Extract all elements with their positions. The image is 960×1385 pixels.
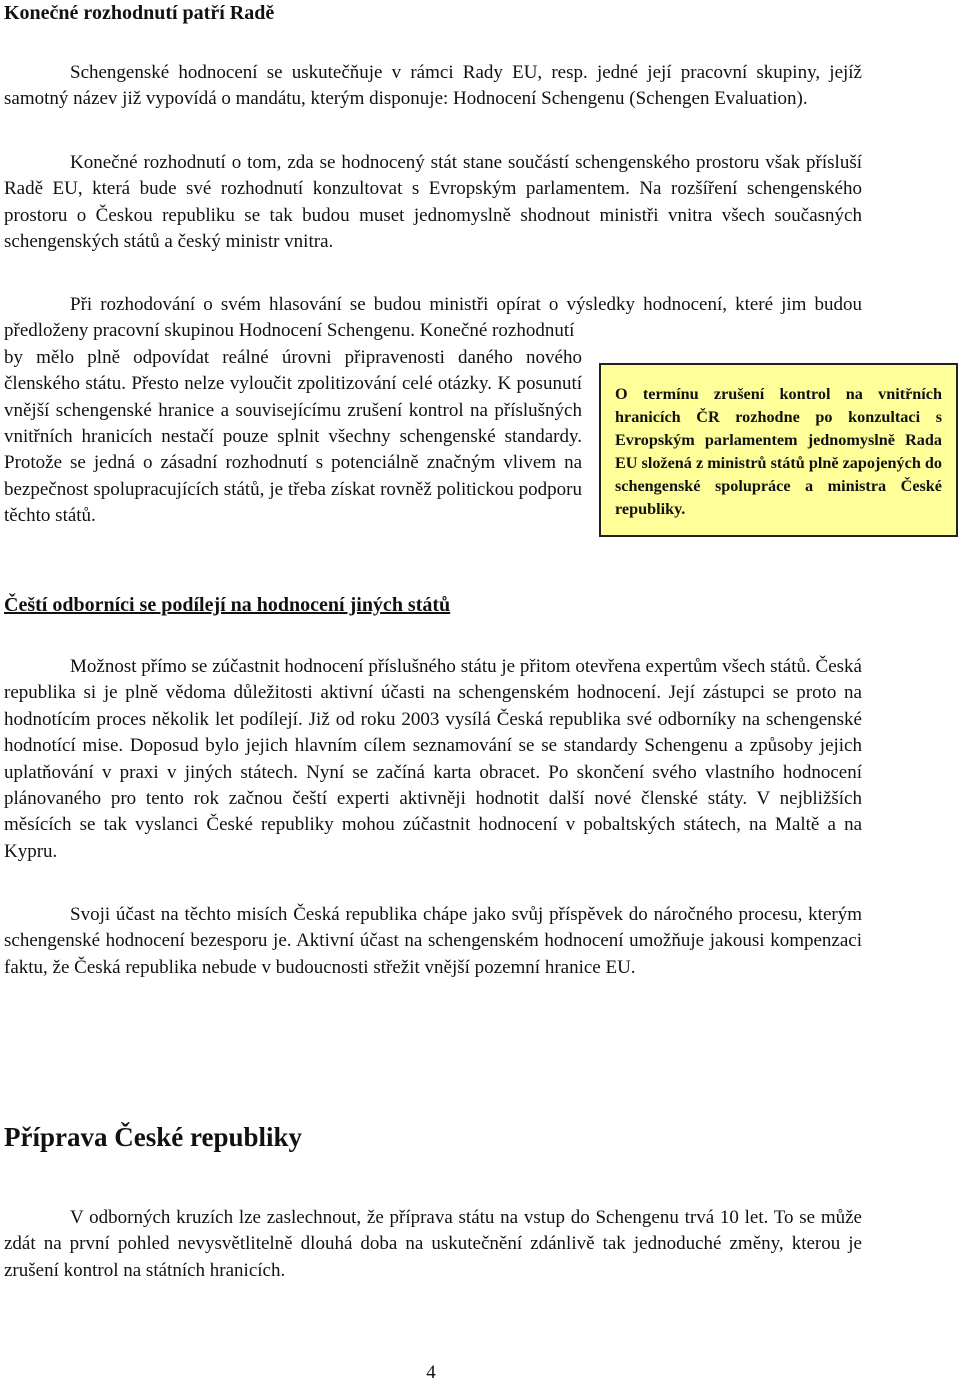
section-heading-czech-experts: Čeští odborníci se podílejí na hodnocení jiných států [4,594,451,616]
paragraph: V odborných kruzích lze zaslechnout, že příprava státu na vstup do Schengenu trvá 10 let. To se může zdát na první pohled nevysvětlitelně dlouhá doba na uskutečnění zdánlivě tak jednoduché změny, kterou je zrušení kontrol na státních hranicích. [4,1207,862,1281]
callout-box [599,363,958,537]
paragraph: Svoji účast na těchto misích Česká republika chápe jako svůj příspěvek do náročného procesu, kterým schengenské hodnocení bezesporu je. Aktivní účast na schengenském hodnocení umožňuje jakousi kompenzaci faktu, že Česká republika nebude v budoucnosti střežit vnější pozemní hranice EU. [4,904,862,978]
section-heading-czech-preparation: Příprava České republiky [4,1122,303,1152]
paragraph: Možnost přímo se zúčastnit hodnocení příslušného státu je přitom otevřena expertům všech států. Česká republika si je plně vědoma důležitosti aktivní účasti na schengenském hodnocení. Její zástupci se proto na hodnotícím proces několik let podílejí. Již od roku 2003 vysílá Česká republika své odborníky na schengenské hodnotící mise. Doposud bylo jejich hlavním cílem seznamování se se standardy Schengenu a způsoby jejich uplatňování v praxi v jiných státech. Nyní se začíná karta obracet. Po skončení svého vlastního hodnocení plánovaného pro tento rok začnou čeští experti aktivněji hodnotit další nové členské státy. V nejbližších měsících se tak vyslanci České republiky mohou zúčastnit hodnocení v pobaltských státech, na Maltě a na Kypru. [4,656,862,862]
paragraph-wrapped: by mělo plně odpovídat reálné úrovni připravenosti daného nového členského státu. Přesto nelze vyloučit zpolitizování celé otázky. K posunutí vnější schengenské hranice a souvisejícímu zrušení kontrol na příslušných vnitřních hranicích nestačí pouze splnit všechny schengenské standardy. Protože se jedná o zásadní rozhodnutí s potenciálně značným vlivem na bezpečnost spolupracujících států, je třeba získat rovněž politickou podporu těchto států. [4,346,582,527]
paragraph-full-width: Při rozhodování o svém hlasování se budou ministři opírat o výsledky hodnocení, které jim budou předloženy pracovní skupinou Hodnocení Schengenu. Konečné rozhodnutí [4,294,862,342]
callout-text: O termínu zrušení kontrol na vnitřních hranicích ČR rozhodne po konzultaci s Evropským parlamentem jednomyslně Rada EU složená z ministrů států plně zapojených do schengenské spolupráce a ministra České republiky. [615,385,942,518]
section-heading-final-decision: Konečné rozhodnutí patří Radě [4,2,275,24]
paragraph: Konečné rozhodnutí o tom, zda se hodnocený stát stane součástí schengenského prostoru však přísluší Radě EU, která bude své rozhodnutí konzultovat s Evropským parlamentem. Na rozšíření schengenského prostoru o Českou republiku se tak budou muset jednomyslně shodnout ministři vnitra všech současných schengenských států a český ministr vnitra. [4,152,862,253]
page-number: 4 [426,1362,436,1383]
paragraph: Schengenské hodnocení se uskutečňuje v rámci Rady EU, resp. jedné její pracovní skupiny, jejíž samotný název již vypovídá o mandátu, kterým disponuje: Hodnocení Schengenu (Schengen Evaluation). [4,62,862,110]
